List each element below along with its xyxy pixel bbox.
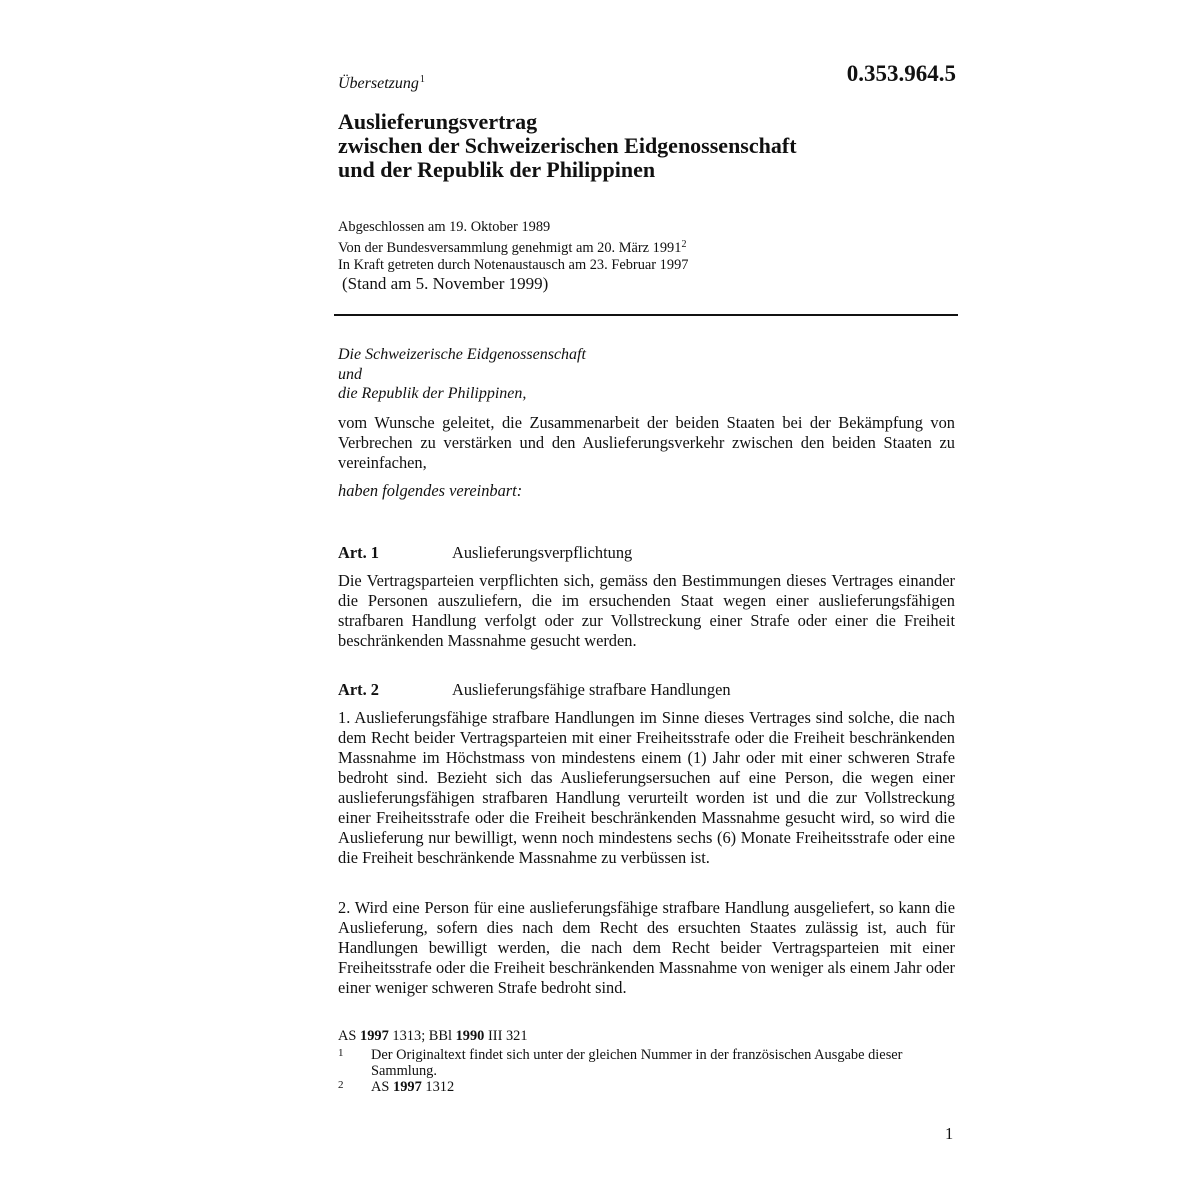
article-paragraph: 1. Auslieferungsfähige strafbare Handlungen im Sinne dieses Vertrages sind solche, die nach dem Recht beider Vertragsparteien mit einer Freiheitsstrafe oder die Freiheit beschränkenden Massnahme im Höchstmass von mindestens einem (1) Jahr oder mit einer schweren Strafe bedroht sind. Bezieht sich das Auslieferungsersuchen auf eine Person, die wegen einer auslieferungsfähigen strafbaren Handlung verurteilt worden ist und die zur Vollstreckung einer Freiheitsstrafe oder die Freiheit beschränkenden Massnahme gesucht wird, so wird die Auslieferung nur bewilligt, wenn noch mindestens sechs (6) Monate Freiheitsstrafe oder eine die Freiheit beschränkende Massnahme zu verbüssen ist. xyxy=(338,708,955,867)
article-title: Auslieferungsfähige strafbare Handlungen xyxy=(452,680,731,699)
in-force-date: In Kraft getreten durch Notenaustausch am 23. Februar 1997 xyxy=(338,257,689,273)
article-heading xyxy=(338,543,955,563)
footnote-mark: 2 xyxy=(338,1079,344,1091)
footnote xyxy=(338,1047,955,1079)
footnote-text: AS 1997 1312 xyxy=(371,1079,455,1095)
approval-date: Von der Bundesversammlung genehmigt am 20. März 1991$^2$ xyxy=(338,239,687,256)
title-line: Auslieferungsvertrag xyxy=(338,109,538,134)
article-paragraph: 2. Wird eine Person für eine auslieferungsfähige strafbare Handlung ausgeliefert, so kann die Auslieferung, sofern dies nach dem Recht des ersuchten Staates zulässig ist, auch für Handlungen bewilligt werden, die nach dem Recht beider Vertragsparteien mit einer Freiheitsstrafe oder die Freiheit beschränkenden Massnahme von weniger als einem Jahr oder einer weniger schweren Strafe bedroht sind. xyxy=(338,898,955,997)
page-number: 1 xyxy=(945,1124,954,1143)
contracting-parties xyxy=(338,345,586,404)
title-line: zwischen der Schweizerischen Eidgenossenschaft xyxy=(338,133,797,158)
article-paragraph: Die Vertragsparteien verpflichten sich, gemäss den Bestimmungen dieses Vertrages einander die Personen auszuliefern, die im ersuchenden Staat wegen einer auslieferungsfähigen strafbaren Handlung verfolgt oder zur Vollstreckung einer Strafe oder einer die Freiheit beschränkenden Massnahme gesucht werden. xyxy=(338,571,955,650)
title-line: und der Republik der Philippinen xyxy=(338,157,656,182)
official-collection-reference: AS 1997 1313; BBl 1990 III 321 xyxy=(338,1028,528,1044)
footnote-text: Der Originaltext findet sich unter der gleichen Nummer in der französischen Ausgabe dieser Sammlung. xyxy=(371,1047,903,1079)
status-date: (Stand am 5. November 1999) xyxy=(342,274,549,293)
party-name: die Republik der Philippinen, xyxy=(338,385,527,402)
article-number: Art. 2 xyxy=(338,680,379,699)
sr-number: 0.353.964.5 xyxy=(846,61,956,86)
preamble-text: vom Wunsche geleitet, die Zusammenarbeit der beiden Staaten bei der Bekämpfung von Verbrechen zu verstärken und den Auslieferungsverkehr zwischen den beiden Staaten zu vereinfachen, xyxy=(338,413,955,472)
party-name: Die Schweizerische Eidgenossenschaft xyxy=(338,346,586,363)
header-divider xyxy=(334,314,958,316)
footnotes xyxy=(338,1028,955,1095)
party-conjunction: und xyxy=(338,365,362,383)
article-title: Auslieferungsverpflichtung xyxy=(452,543,633,562)
document-title xyxy=(338,110,797,182)
translation-label: Übersetzung$^1$ xyxy=(338,74,425,92)
article-heading xyxy=(338,680,955,700)
article-number: Art. 1 xyxy=(338,543,379,562)
document-metadata xyxy=(338,219,688,274)
footnote-reference: 1 xyxy=(419,74,425,85)
footnote xyxy=(338,1079,955,1095)
footnote-reference: 2 xyxy=(681,239,687,250)
preamble-agreement: haben folgendes vereinbart: xyxy=(338,481,523,500)
footnote-mark: 1 xyxy=(338,1047,344,1059)
concluded-date: Abgeschlossen am 19. Oktober 1989 xyxy=(338,219,551,235)
